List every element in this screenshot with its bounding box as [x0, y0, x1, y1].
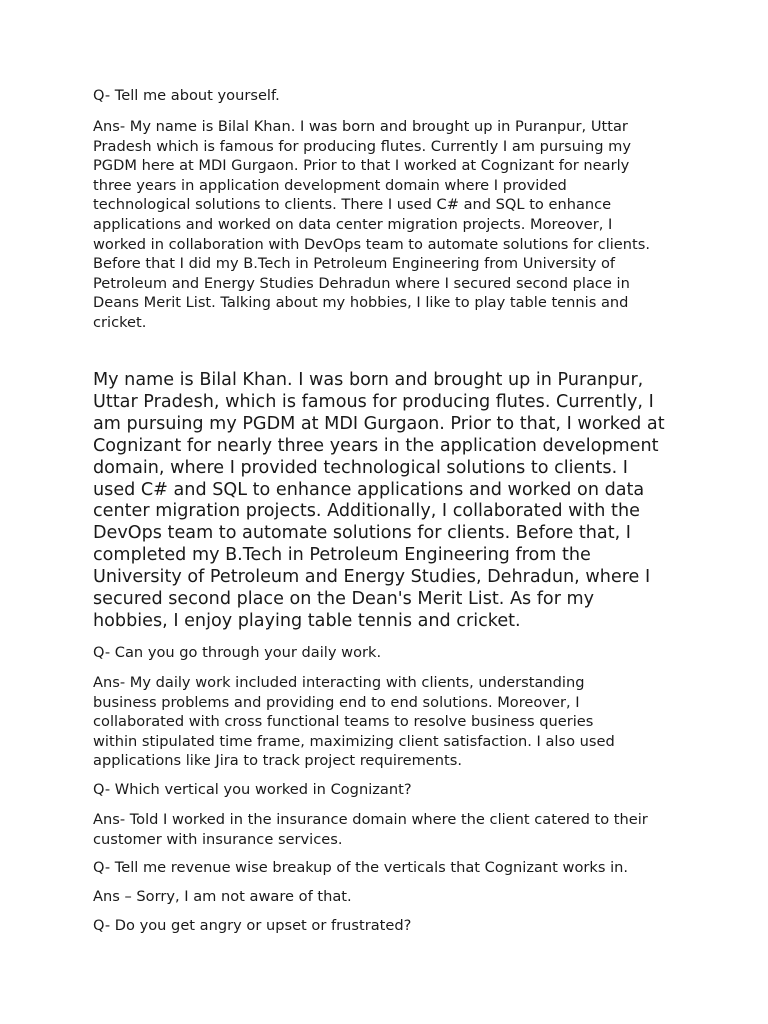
question-angry-upset: Q- Do you get angry or upset or frustrated?	[93, 917, 412, 934]
answer-revenue-breakup: Ans – Sorry, I am not aware of that.	[93, 888, 352, 905]
question-vertical: Q- Which vertical you worked in Cognizant?	[93, 781, 412, 798]
answer-vertical: Ans- Told I worked in the insurance domain where the client catered to their customer with insurance services.	[93, 811, 648, 848]
answer-about-yourself-revised: My name is Bilal Khan. I was born and brought up in Puranpur, Uttar Pradesh, which is famous for producing flutes. Currently, I am pursuing my PGDM at MDI Gurgaon. Prior to that, I worked at Cognizant for nearly three years in the application development domain, where I provided technological solutions to clients. I used C# and SQL to enhance applications and worked on data center migration projects. Additionally, I collaborated with the DevOps team to automate solutions for clients. Before that, I completed my B.Tech in Petroleum Engineering from the University of Petroleum and Energy Studies, Dehradun, where I secured second place on the Dean's Merit List. As for my hobbies, I enjoy playing table tennis and cricket.	[93, 370, 665, 631]
answer-daily-work: Ans- My daily work included interacting with clients, understanding business problems and providing end to end solutions. Moreover, I collaborated with cross functional teams to resolve business queries within stipulated time frame, maximizing client satisfaction. I also used applications like Jira to track project requirements.	[93, 674, 615, 770]
question-revenue-breakup: Q- Tell me revenue wise breakup of the verticals that Cognizant works in.	[93, 859, 629, 876]
question-daily-work: Q- Can you go through your daily work.	[93, 644, 382, 661]
answer-about-yourself: Ans- My name is Bilal Khan. I was born and brought up in Puranpur, Uttar Pradesh which is famous for producing flutes. Currently I am pursuing my PGDM here at MDI Gurgaon. Prior to that I worked at Cognizant for nearly three years in application development domain where I provided technological solutions to clients. There I used C# and SQL to enhance applications and worked on data center migration projects. Moreover, I worked in collaboration with DevOps team to automate solutions for clients. Before that I did my B.Tech in Petroleum Engineering from University of Petroleum and Energy Studies Dehradun where I secured second place in Deans Merit List. Talking about my hobbies, I like to play table tennis and cricket.	[93, 118, 650, 331]
question-tell-me-about-yourself: Q- Tell me about yourself.	[93, 87, 280, 104]
